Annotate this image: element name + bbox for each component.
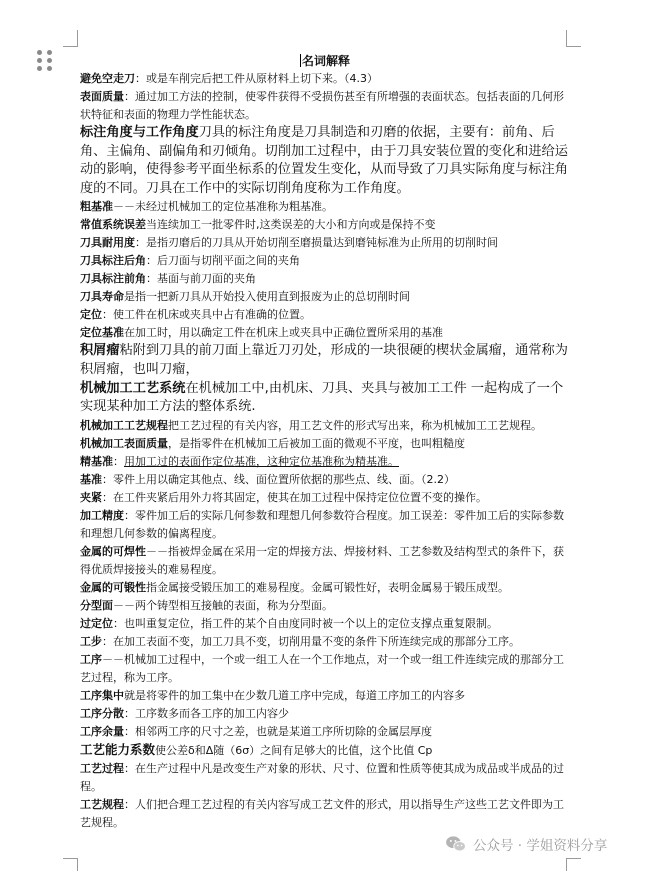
entry-item: 刀具耐用度：是指刃磨后的刀具从开始切削至磨损量达到磨钝标准为止所用的切削时间 <box>80 236 498 250</box>
entry-item: 机械加工表面质量，是指零件在机械加工后被加工面的微观不平度，也叫粗糙度 <box>80 436 465 450</box>
watermark <box>445 832 607 856</box>
crop-mark-top-left <box>63 30 78 47</box>
crop-mark-bottom-left <box>63 858 78 871</box>
entry-item: 积屑瘤粘附到刀具的前刀面上靠近刀刃处，形成的一块很硬的楔状金属瘤，通常称为积屑瘤，也叫刀瘤， <box>80 343 568 377</box>
entry-item: 分型面－－两个铸型相互接触的表面，称为分型面。 <box>80 598 333 612</box>
entry-item: 过定位：也叫重复定位，指工件的某个自由度同时被一个以上的定位支撑点重复限制。 <box>80 616 498 630</box>
entry-item: 定位：使工件在机床或夹具中占有准确的位置。 <box>80 308 311 322</box>
text-cursor <box>300 54 301 67</box>
entry-item: 刀具标注后角：后刀面与切削平面之间的夹角 <box>80 254 300 268</box>
entry-item: 基准：零件上用以确定其他点、线、面位置所依据的那些点、线、面。（2.2） <box>80 472 455 486</box>
entry-item: 工序余量：相邻两工序的尺寸之差，也就是某道工序所切除的金属层厚度 <box>80 724 432 738</box>
entry-item: 工艺规程：人们把合理工艺过程的有关内容写成工艺文件的形式，用以指导生产这些工艺文件即为工艺规程。 <box>80 797 564 829</box>
entry-item: 表面质量：通过加工方法的控制，使零件获得不受损伤甚至有所增强的表面状态。包括表面的几何形状特征和表面的物理力学性能状态。 <box>80 90 564 121</box>
entry-item: 机械加工工艺系统在机械加工中,由机床、刀具、夹具与被加工工件 一起构成了一个实现某种加工方法的整体系统. <box>80 380 564 415</box>
entry-item: 工步：在加工表面不变，加工刀具不变，切削用量不变的条件下所连续完成的那部分工序。 <box>80 634 520 648</box>
entry-item: 刀具寿命是指一把新刀具从开始投入使用直到报废为止的总切削时间 <box>80 290 410 304</box>
entry-item: 工序－－机械加工过程中，一个或一组工人在一个工作地点，对一个或一组工件连续完成的那部分工艺过程，称为工序。 <box>80 652 564 684</box>
entry-item: 夹紧：在工件夹紧后用外力将其固定，使其在加工过程中保持定位位置不变的操作。 <box>80 490 487 504</box>
crop-mark-top-right <box>566 30 581 47</box>
entry-item: 加工精度：零件加工后的实际几何参数和理想几何参数符合程度。加工误差：零件加工后的实际参数和理想几何参数的偏离程度。 <box>80 508 564 540</box>
entry-item: 标注角度与工作角度刀具的标注角度是刀具制造和刃磨的依据，主要有：前角、后角、主偏角、副偏角和刃倾角。切削加工过程中，由于刀具安装位置的变化和进给运动的影响，使得参考平面坐标系的位置发生变化，从而导致了刀具实际角度与标注角度的不同。刀具在工作中的实际切削角度称为工作角度。 <box>80 125 568 196</box>
document-body <box>80 52 570 832</box>
drag-handle-icon[interactable] <box>37 50 53 72</box>
entry-item: 工序分散：工序数多而各工序的加工内容少 <box>80 706 289 720</box>
entry-item: 粗基准－－未经过机械加工的定位基准称为粗基准。 <box>80 200 333 214</box>
crop-mark-bottom-right <box>566 858 581 871</box>
wechat-icon <box>445 835 467 853</box>
entry-item: 定位基准在加工时，用以确定工件在机床上或夹具中正确位置所采用的基准 <box>80 326 443 340</box>
entry-item: 工艺能力系数使公差δ和Δ随（6σ）之间有足够大的比值，这个比值 Cp <box>80 741 433 757</box>
entry-item: 避免空走刀：或是车削完后把工件从原材料上切下来。（4.3） <box>80 72 378 85</box>
entry-item: 机械加工工艺规程把工艺过程的有关内容，用工艺文件的形式写出来，称为机械加工工艺规程。 <box>80 418 542 432</box>
entry-item: 工艺过程：在生产过程中凡是改变生产对象的形状、尺寸、位置和性质等使其成为成品或半成品的过程。 <box>80 761 564 793</box>
watermark-text: 公众号 · 学姐资料分享 <box>473 838 608 854</box>
entry-item: 精基准：用加工过的表面作定位基准，这种定位基准称为精基准。 <box>80 454 399 468</box>
page-title: 名词解释 <box>301 54 350 68</box>
entry-item: 刀具标注前角：基面与前刀面的夹角 <box>80 272 256 286</box>
entry-item: 金属的可焊性－－指被焊金属在采用一定的焊接方法、焊接材料、工艺参数及结构型式的条件下，获得优质焊接接头的难易程度。 <box>80 544 564 576</box>
entry-item: 金属的可锻性指金属接受锻压加工的难易程度。金属可锻性好，表明金属易于锻压成型。 <box>80 580 509 594</box>
entry-item: 工序集中就是将零件的加工集中在少数几道工序中完成，每道工序加工的内容多 <box>80 688 465 702</box>
entry-item: 常值系统误差当连续加工一批零件时,这类误差的大小和方向或是保持不变 <box>80 218 436 232</box>
